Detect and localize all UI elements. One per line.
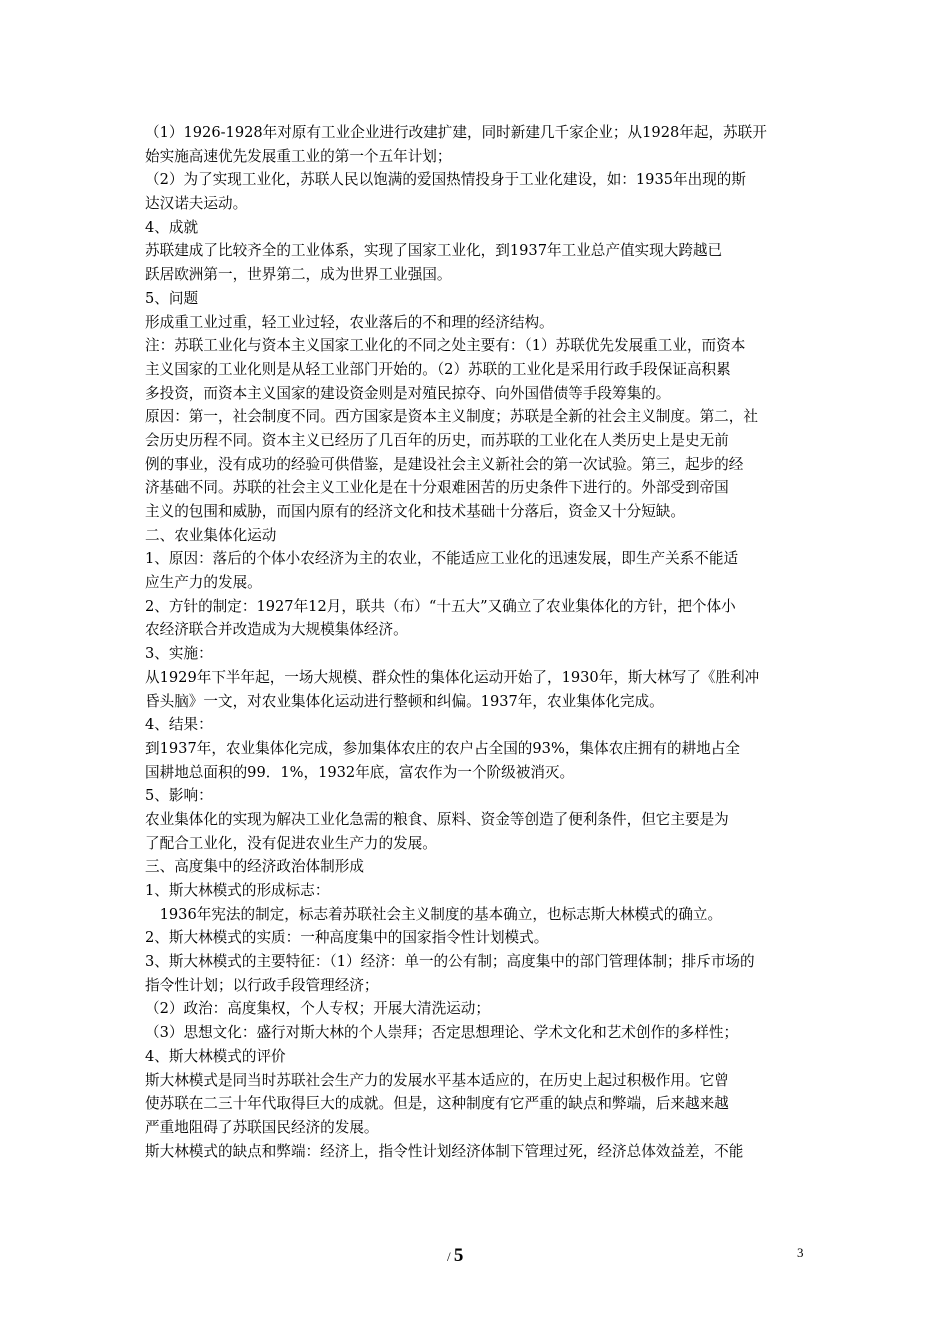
text-line: 农业集体化的实现为解决工业化急需的粮食、原料、资金等创造了便利条件，但它主要是为 bbox=[145, 810, 729, 828]
document-body bbox=[145, 121, 810, 1163]
text-line: 苏联建成了比较齐全的工业体系，实现了国家工业化，到1937年工业总产值实现大跨越已 bbox=[145, 242, 723, 260]
text-line: 例的事业，没有成功的经验可供借鉴，是建设社会主义新社会的第一次试验。第三，起步的经 bbox=[145, 455, 744, 473]
text-line: 始实施高速优先发展重工业的第一个五年计划； bbox=[145, 147, 452, 165]
text-line: （2）政治：高度集权，个人专权；开展大清洗运动； bbox=[145, 1000, 490, 1018]
text-line: 应生产力的发展。 bbox=[145, 574, 262, 592]
text-line: 国耕地总面积的99．1%，1932年底，富农作为一个阶级被消灭。 bbox=[145, 763, 575, 781]
section-heading: 3、实施： bbox=[145, 645, 213, 663]
section-heading: 4、成就 bbox=[145, 218, 199, 236]
text-line: 主义国家的工业化则是从轻工业部门开始的。（2）苏联的工业化是采用行政手段保证高积累 bbox=[145, 360, 731, 378]
text-line: 了配合工业化，没有促进农业生产力的发展。 bbox=[145, 834, 437, 852]
total-pages: 5 bbox=[453, 1245, 464, 1266]
text-line: 从1929年下半年起，一场大规模、群众性的集体化运动开始了，1930年，斯大林写了《胜利冲 bbox=[145, 668, 760, 686]
text-line: 3、斯大林模式的主要特征：（1）经济：单一的公有制；高度集中的部门管理体制；排斥市场的 bbox=[145, 953, 755, 971]
text-line: 农经济联合并改造成为大规模集体经济。 bbox=[145, 621, 408, 639]
text-line: 主义的包围和威胁，而国内原有的经济文化和技术基础十分落后，资金又十分短缺。 bbox=[145, 503, 685, 520]
text-line: 斯大林模式的缺点和弊端：经济上，指令性计划经济体制下管理过死，经济总体效益差，不能 bbox=[145, 1142, 744, 1160]
text-line: 多投资，而资本主义国家的建设资金则是对殖民掠夺、向外国借债等手段筹集的。 bbox=[145, 384, 671, 402]
section-heading: 三、高度集中的经济政治体制形成 bbox=[145, 858, 364, 876]
text-line: 达汉诺夫运动。 bbox=[145, 195, 248, 213]
page-number: 3 bbox=[797, 1245, 804, 1260]
text-line: 到1937年，农业集体化完成，参加集体农庄的农户占全国的93%，集体农庄拥有的耕地占全 bbox=[145, 739, 740, 757]
page-total-indicator bbox=[447, 1245, 463, 1267]
section-heading: 1、斯大林模式的形成标志： bbox=[145, 882, 330, 899]
text-line: 使苏联在二三十年代取得巨大的成就。但是，这种制度有它严重的缺点和弊端，后来越来越 bbox=[145, 1095, 729, 1113]
text-line: 形成重工业过重，轻工业过轻，农业落后的不和理的经济结构。 bbox=[145, 313, 554, 331]
text-line: 斯大林模式是同当时苏联社会生产力的发展水平基本适应的，在历史上起过积极作用。它曾 bbox=[145, 1071, 729, 1089]
section-heading: 5、影响： bbox=[145, 787, 213, 805]
text-line: 注：苏联工业化与资本主义国家工业化的不同之处主要有：（1）苏联优先发展重工业，而资本 bbox=[145, 337, 746, 355]
text-line: 跃居欧洲第一，世界第二，成为世界工业强国。 bbox=[145, 266, 452, 284]
text-line: 会历史历程不同。资本主义已经历了几百年的历史，而苏联的工业化在人类历史上是史无前 bbox=[145, 431, 729, 449]
text-line: 指令性计划；以行政手段管理经济； bbox=[145, 976, 379, 994]
page-slash: / bbox=[447, 1249, 451, 1264]
section-heading: 4、结果： bbox=[145, 716, 213, 734]
text-line: （2）为了实现工业化，苏联人民以饱满的爱国热情投身于工业化建设，如：1935年出现的斯 bbox=[145, 171, 746, 189]
text-line: 2、斯大林模式的实质：一种高度集中的国家指令性计划模式。 bbox=[145, 929, 549, 947]
section-heading: 4、斯大林模式的评价 bbox=[145, 1047, 286, 1065]
text-line: 2、方针的制定：1927年12月，联共（布）“十五大”又确立了农业集体化的方针，把个体小 bbox=[145, 597, 736, 615]
text-line: 1936年宪法的制定，标志着苏联社会主义制度的基本确立，也标志斯大林模式的确立。 bbox=[145, 905, 723, 923]
text-line: （1）1926-1928年对原有工业企业进行改建扩建，同时新建几千家企业；从1928年起，苏联开 bbox=[145, 124, 767, 141]
text-line: 严重地阻碍了苏联国民经济的发展。 bbox=[145, 1118, 379, 1136]
section-heading: 5、问题 bbox=[145, 289, 199, 307]
text-line: 原因：第一，社会制度不同。西方国家是资本主义制度；苏联是全新的社会主义制度。第二，社 bbox=[145, 408, 758, 426]
section-heading: 二、农业集体化运动 bbox=[145, 526, 277, 544]
text-line: 昏头脑》一文，对农业集体化运动进行整顿和纠偏。1937年，农业集体化完成。 bbox=[145, 692, 664, 710]
text-line: 1、原因：落后的个体小农经济为主的农业，不能适应工业化的迅速发展，即生产关系不能适 bbox=[145, 550, 739, 568]
text-line: 济基础不同。苏联的社会主义工业化是在十分艰难困苦的历史条件下进行的。外部受到帝国 bbox=[145, 479, 729, 497]
text-line: （3）思想文化：盛行对斯大林的个人崇拜；否定思想理论、学术文化和艺术创作的多样性； bbox=[145, 1024, 739, 1042]
